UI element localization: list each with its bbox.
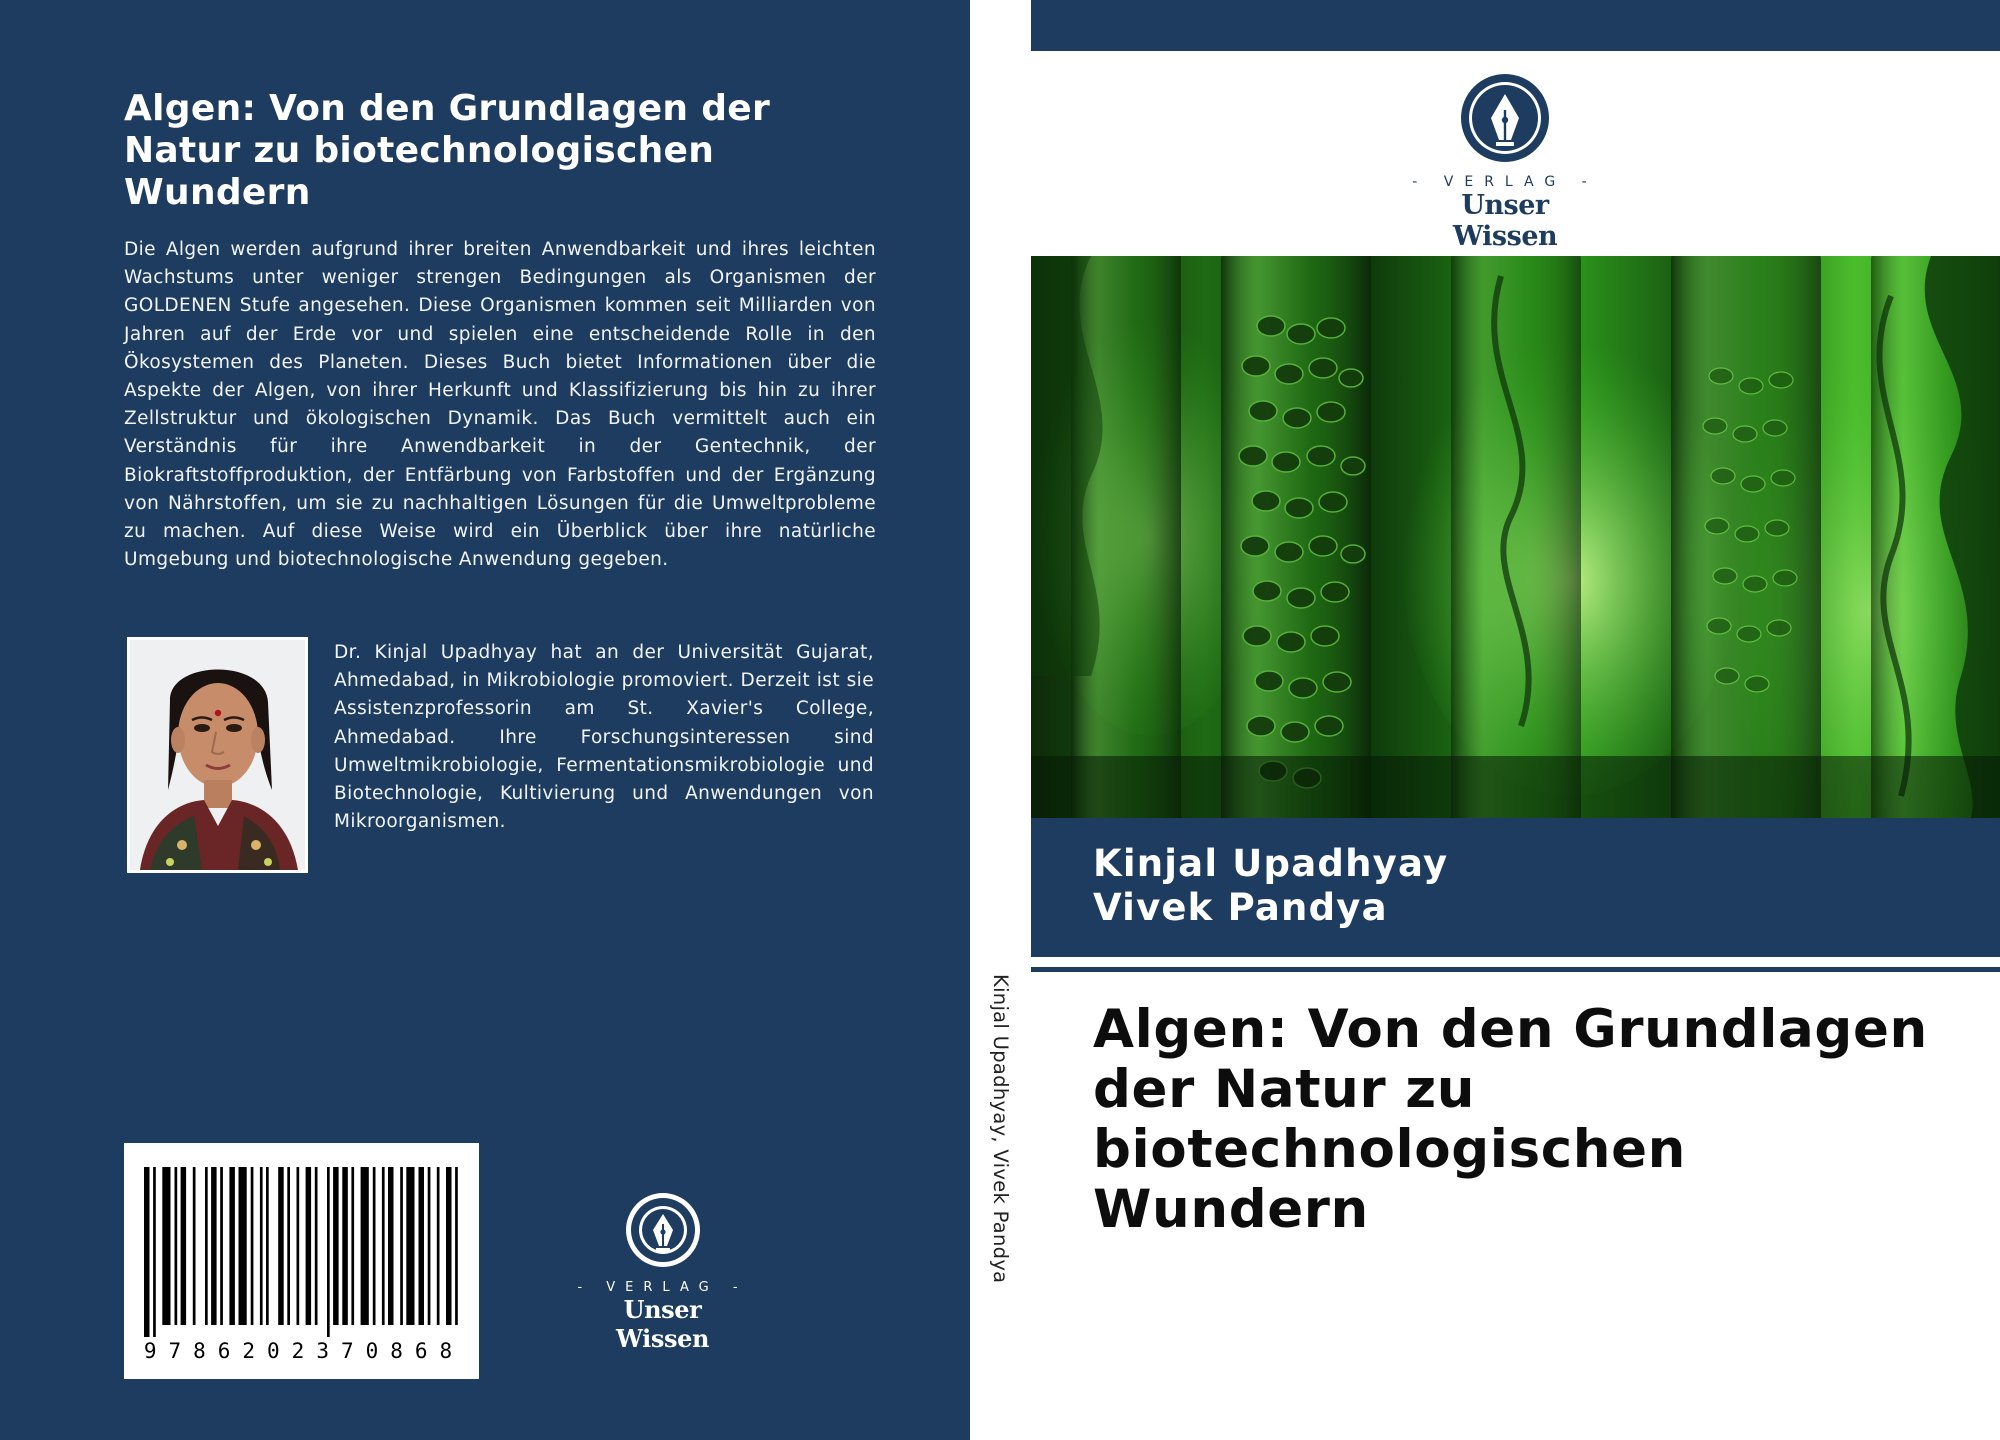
- barcode-bar: [419, 1167, 425, 1325]
- barcode-bar: [260, 1167, 263, 1325]
- back-cover: [0, 0, 970, 1440]
- barcode-bar: [373, 1167, 376, 1325]
- author-name-2: Vivek Pandya: [1093, 886, 1388, 929]
- barcode-bar: [239, 1167, 247, 1325]
- barcode-bar: [428, 1167, 431, 1325]
- barcode-bar: [446, 1167, 452, 1325]
- author-name-1: Kinjal Upadhyay: [1093, 842, 1449, 885]
- barcode-bar: [342, 1167, 348, 1325]
- fountain-pen-nib-icon: [623, 1190, 703, 1270]
- barcode-bar: [251, 1167, 254, 1325]
- fountain-pen-nib-icon: [1459, 72, 1551, 164]
- back-publisher-verlag: - VERLAG -: [577, 1280, 748, 1295]
- isbn-barcode: [124, 1143, 479, 1379]
- barcode-bar: [278, 1167, 284, 1325]
- barcode-bar: [361, 1167, 369, 1325]
- author-band: [1031, 818, 2000, 957]
- front-publisher-verlag: - VERLAG -: [1412, 174, 1598, 190]
- barcode-bar: [351, 1167, 354, 1325]
- algae-test-tubes-photo: [1031, 256, 2000, 818]
- barcode-bar: [382, 1167, 385, 1325]
- barcode-bar: [388, 1167, 394, 1325]
- barcode-bar: [220, 1167, 223, 1325]
- barcode-bar: [193, 1167, 196, 1325]
- front-top-bar: [1031, 0, 2000, 51]
- front-publisher-logo: [1405, 72, 1605, 252]
- barcode-bar: [205, 1167, 208, 1325]
- back-cover-blurb: Die Algen werden aufgrund ihrer breiten Anwendbarkeit und ihres leichten Wachstums unter weniger strengen Bedingungen als Organismen der GOLDENEN Stufe angesehen. Diese Organismen kommen seit Milliarden von Jahren auf der Erde vor und spielen eine entscheidende Rolle in den Ökosystemen des Planeten. Dieses Buch bietet Informationen über die Aspekte der Algen, von ihrer Herkunft und Klassifizierung bis hin zu ihrer Zellstruktur und ökologischen Dynamik. Das Buch vermittelt auch ein Verständnis für ihre Anwendbarkeit in der Gentechnik, der Biokraftstoffproduktion, der Entfärbung von Farbstoffen und der Ergänzung von Nährstoffen, um sie zu nachhaltigen Lösungen für die Umweltprobleme zu machen. Auf diese Weise wird ein Überblick über ihre natürliche Umgebung und biotechnologische Anwendung gegeben.: [124, 239, 876, 571]
- title-divider: [1031, 967, 2000, 972]
- barcode-bar: [437, 1167, 440, 1325]
- author-portrait-photo: [127, 637, 308, 873]
- isbn-digits: 9786202370868: [143, 1339, 465, 1363]
- barcode-bar: [144, 1167, 150, 1337]
- barcode-bar: [287, 1167, 290, 1325]
- barcode-bar: [181, 1167, 187, 1325]
- barcode-bars: [144, 1167, 459, 1337]
- front-cover-title: Algen: Von den Grundlagen der Natur zu biotechnologischen Wundern: [1093, 999, 1928, 1240]
- front-publisher-name: Unser Wissen: [1452, 190, 1558, 252]
- back-cover-title: Algen: Von den Grundlagen der Natur zu biotechnologischen Wundern: [124, 88, 771, 213]
- barcode-bar: [400, 1167, 403, 1325]
- barcode-bar: [455, 1167, 458, 1325]
- barcode-bar: [406, 1167, 414, 1325]
- barcode-bar: [175, 1167, 178, 1325]
- barcode-bar: [162, 1167, 170, 1325]
- barcode-bar: [153, 1167, 156, 1337]
- barcode-bar: [315, 1167, 318, 1325]
- barcode-bar: [306, 1167, 312, 1325]
- author-biography: Dr. Kinjal Upadhyay hat an der Universität Gujarat, Ahmedabad, in Mikrobiologie promoviert. Derzeit ist sie Assistenzprofessorin am St. Xavier's College, Ahmedabad. Ihre Forschungsinteressen sind Umweltmikrobiologie, Fermentationsmikrobiologie und Biotechnologie, Kultivierung und Anwendungen von Mikroorganismen.: [334, 642, 874, 833]
- barcode-bar: [297, 1167, 300, 1325]
- barcode-bar: [327, 1167, 330, 1337]
- spine-author-text: Kinjal Upadhyay, Vivek Pandya: [989, 974, 1012, 1284]
- barcode-bar: [229, 1167, 235, 1325]
- barcode-bar: [333, 1167, 339, 1325]
- barcode-bar: [211, 1167, 217, 1325]
- barcode-bar: [266, 1167, 269, 1325]
- back-publisher-name: Unser Wissen: [616, 1295, 709, 1353]
- back-publisher-logo: [575, 1190, 750, 1353]
